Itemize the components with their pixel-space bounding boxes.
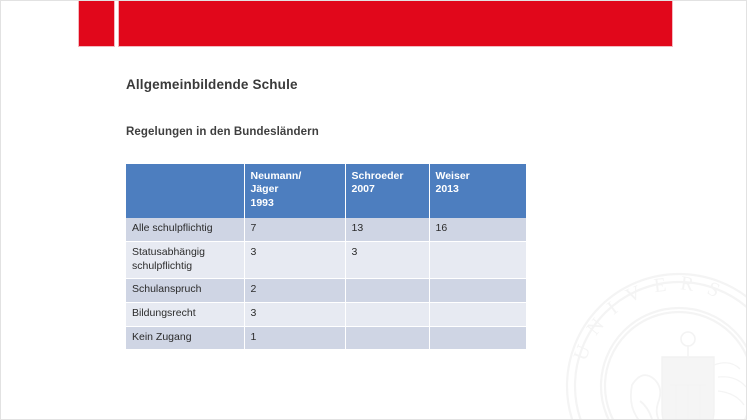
table-row (126, 218, 526, 241)
table-row (126, 279, 526, 303)
row-value: 7 (244, 218, 345, 241)
page-subtitle: Regelungen in den Bundesländern (126, 126, 319, 138)
header-line-2: Jäger (250, 183, 279, 196)
row-value: 3 (244, 302, 345, 326)
row-value: 3 (345, 241, 429, 278)
seal-lion-figure (631, 375, 662, 420)
row-value: 13 (345, 218, 429, 241)
university-seal-watermark-icon (554, 261, 747, 420)
seal-rays (714, 363, 746, 405)
table-row (126, 302, 526, 326)
row-value (429, 326, 526, 350)
seal-rim-text: UNIVERS (569, 272, 735, 364)
row-label: Statusabhängig schulpflichtig (126, 241, 244, 278)
header-line-2: 2013 (435, 183, 459, 196)
table-row (126, 241, 526, 278)
row-value (345, 279, 429, 303)
table-header-cell-schroeder (345, 164, 429, 218)
row-value (429, 241, 526, 278)
row-value: 16 (429, 218, 526, 241)
seal-crest-lines (670, 332, 706, 420)
header-line-3: 1993 (250, 196, 274, 209)
regulations-table-wrapper (126, 164, 526, 350)
header-line-1: Weiser (435, 170, 470, 182)
table-header-cell-empty (126, 164, 244, 218)
row-value: 2 (244, 279, 345, 303)
row-label: Schulanspruch (126, 279, 244, 303)
table-header-cell-neumann-jaeger (244, 164, 345, 218)
row-value: 3 (244, 241, 345, 278)
row-value (429, 302, 526, 326)
table-header-row (126, 164, 526, 218)
header-line-1: Neumann/ (250, 170, 302, 182)
table-header-cell-weiser (429, 164, 526, 218)
seal-crest (662, 357, 714, 420)
banner-accent-block (78, 1, 115, 47)
row-value (345, 302, 429, 326)
row-value (345, 326, 429, 350)
row-label: Kein Zugang (126, 326, 244, 350)
row-label: Alle schulpflichtig (126, 218, 244, 241)
header-line-1: Schroeder (351, 170, 404, 182)
table-row (126, 326, 526, 350)
row-value (429, 279, 526, 303)
header-line-2: 2007 (351, 183, 375, 196)
page-title: Allgemeinbildende Schule (126, 77, 298, 92)
row-label: Bildungsrecht (126, 302, 244, 326)
regulations-table (126, 164, 526, 350)
banner-bar (118, 1, 673, 47)
table-body (126, 218, 526, 349)
table-header (126, 164, 526, 218)
row-value: 1 (244, 326, 345, 350)
